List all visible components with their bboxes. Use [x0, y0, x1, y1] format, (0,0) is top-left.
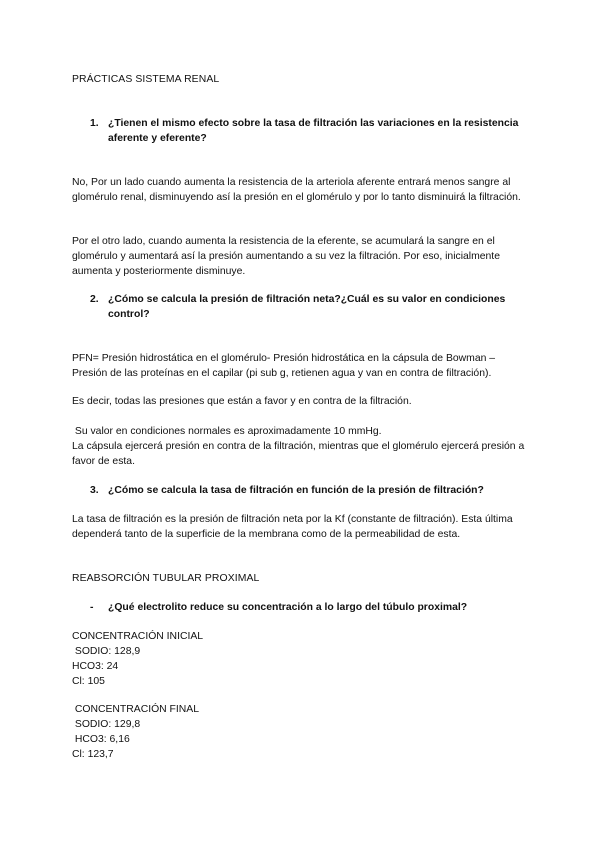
- concentration-line: HCO3: 6,16: [72, 734, 130, 745]
- concentration-line: Cl: 123,7: [72, 749, 114, 760]
- answer-paragraph-3: PFN= Presión hidrostática en el glomérulo- Presión hidrostática en la cápsula de Bowman – Presión de las proteínas en el capilar (pi sub g, retienen agua y van en contra de filtración).: [72, 353, 496, 379]
- answer-line: La cápsula ejercerá presión en contra de la filtración, mientras que el glomérulo ejercerá presión a favor de esta.: [72, 441, 525, 467]
- question-text: ¿Qué electrolito reduce su concentración a lo largo del túbulo proximal?: [108, 602, 468, 613]
- question-2: [90, 292, 530, 322]
- answer-paragraph-5: [72, 424, 530, 469]
- section-heading: REABSORCIÓN TUBULAR PROXIMAL: [72, 573, 260, 584]
- question-text: ¿Tienen el mismo efecto sobre la tasa de filtración las variaciones en la resistencia aferente y eferente?: [108, 118, 519, 144]
- answer-paragraph-1: No, Por un lado cuando aumenta la resistencia de la arteriola aferente entrará menos sangre al glomérulo renal, disminuyendo así la presión en el glomérulo y por lo tanto disminuirá la filtración.: [72, 177, 521, 203]
- initial-concentration: [72, 629, 530, 689]
- question-number: 2.: [90, 294, 99, 305]
- answer-paragraph-4: Es decir, todas las presiones que están a favor y en contra de la filtración.: [72, 396, 412, 407]
- answer-line: Su valor en condiciones normales es aproximadamente 10 mmHg.: [72, 426, 382, 437]
- question-4: [90, 600, 530, 615]
- concentration-line: HCO3: 24: [72, 661, 119, 672]
- question-number: 1.: [90, 118, 99, 129]
- concentration-heading: CONCENTRACIÓN FINAL: [72, 704, 200, 715]
- concentration-line: SODIO: 128,9: [72, 646, 141, 657]
- question-number: 3.: [90, 485, 99, 496]
- concentration-line: Cl: 105: [72, 676, 105, 687]
- question-text: ¿Cómo se calcula la presión de filtración neta?¿Cuál es su valor en condiciones control?: [108, 294, 506, 320]
- question-1: [90, 116, 530, 146]
- concentration-heading: CONCENTRACIÓN INICIAL: [72, 631, 204, 642]
- final-concentration: [72, 702, 530, 762]
- concentration-line: SODIO: 129,8: [72, 719, 141, 730]
- answer-paragraph-6: La tasa de filtración es la presión de filtración neta por la Kf (constante de filtración). Esta última dependerá tanto de la superficie de la membrana como de la permeabilidad de esta.: [72, 514, 513, 540]
- question-text: ¿Cómo se calcula la tasa de filtración en función de la presión de filtración?: [108, 485, 484, 496]
- answer-paragraph-2: Por el otro lado, cuando aumenta la resistencia de la eferente, se acumulará la sangre en el glomérulo y aumentará así la presión aumentando a su vez la filtración. Por eso, inicialmente aumenta y posteriormente disminuye.: [72, 236, 500, 277]
- question-bullet: -: [90, 602, 94, 613]
- page-title: PRÁCTICAS SISTEMA RENAL: [72, 74, 220, 85]
- question-3: [90, 483, 530, 498]
